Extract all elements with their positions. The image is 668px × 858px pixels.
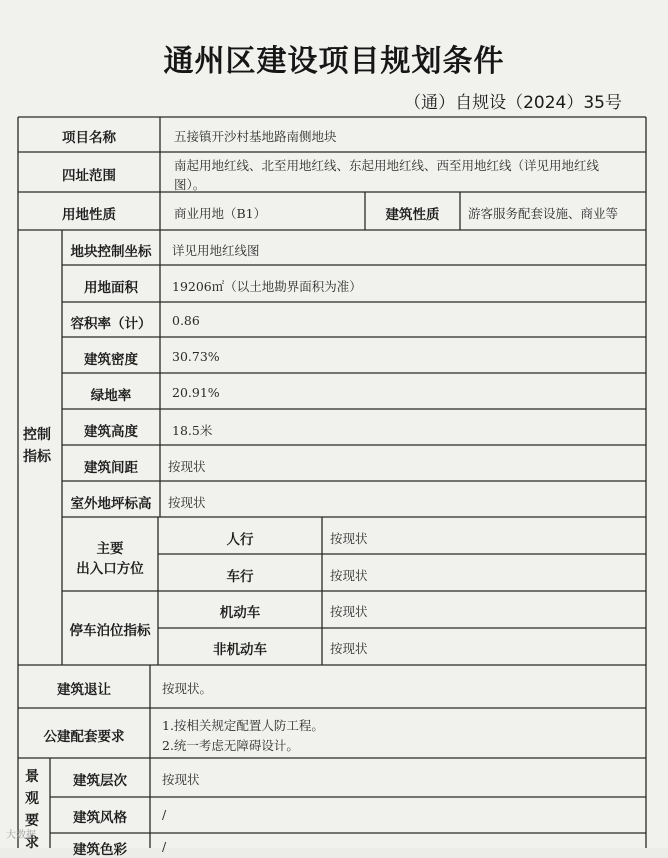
land-use-label: 用地性质 — [62, 207, 116, 223]
project-name-value: 五接镇开沙村基地路南侧地块 — [174, 129, 337, 144]
landscape-label-3: 要 — [25, 813, 39, 829]
watermark: 大数据 — [6, 830, 36, 841]
far-label: 容积率（计） — [70, 316, 152, 332]
setback-label: 建筑退让 — [57, 682, 111, 698]
floors-label: 建筑层次 — [73, 773, 127, 789]
area-value: 19206㎡（以土地勘界面积为准） — [172, 279, 362, 294]
entrance-label-1: 主要 — [96, 541, 124, 557]
building-nature-label: 建筑性质 — [385, 207, 440, 223]
spacing-label: 建筑间距 — [84, 460, 138, 476]
entrance-label-2: 出入口方位 — [76, 561, 144, 577]
vehicle-label: 车行 — [226, 569, 254, 585]
green-value: 20.91% — [172, 385, 220, 400]
boundary-value-line1: 南起用地红线、北至用地红线、东起用地红线、西至用地红线（详见用地红线 — [174, 158, 600, 173]
spacing-value: 按现状 — [168, 459, 206, 474]
setback-value: 按现状。 — [162, 681, 213, 696]
project-name-label: 项目名称 — [62, 130, 116, 146]
vehicle-value: 按现状 — [330, 568, 368, 583]
nonmotor-label: 非机动车 — [213, 642, 267, 658]
nonmotor-value: 按现状 — [330, 641, 368, 656]
control-group-label-1: 控制 — [23, 427, 51, 443]
landscape-label-4: 求 — [25, 835, 39, 851]
area-label: 用地面积 — [84, 280, 138, 296]
style-label: 建筑风格 — [73, 810, 127, 826]
density-value: 30.73% — [172, 349, 220, 364]
ground-label: 室外地坪标高 — [70, 496, 152, 512]
floors-value: 按现状 — [162, 772, 200, 787]
height-value: 18.5米 — [172, 423, 213, 438]
land-use-value: 商业用地（B1） — [174, 206, 267, 221]
coord-label: 地块控制坐标 — [70, 244, 152, 260]
public-label: 公建配套要求 — [43, 729, 125, 745]
parking-label: 停车泊位指标 — [69, 623, 151, 639]
coord-value: 详见用地红线图 — [172, 243, 260, 258]
pedestrian-label: 人行 — [226, 532, 254, 548]
boundary-label: 四址范围 — [62, 168, 116, 184]
far-value: 0.86 — [172, 313, 200, 328]
motor-value: 按现状 — [330, 604, 368, 619]
page-title: 通州区建设项目规划条件 — [163, 44, 505, 79]
color-label: 建筑色彩 — [73, 842, 127, 858]
landscape-label-1: 景 — [25, 769, 39, 785]
color-value: / — [162, 839, 167, 854]
ground-value: 按现状 — [168, 495, 206, 510]
building-nature-value: 游客服务配套设施、商业等 — [468, 206, 619, 221]
public-item-1: 1.按相关规定配置人防工程。 — [162, 718, 324, 733]
green-label: 绿地率 — [90, 388, 132, 404]
landscape-label-2: 观 — [25, 791, 39, 807]
density-label: 建筑密度 — [84, 352, 138, 368]
boundary-value-line2: 图）。 — [174, 177, 206, 192]
motor-label: 机动车 — [219, 605, 261, 621]
style-value: / — [162, 807, 167, 822]
control-group-label-2: 指标 — [23, 449, 51, 465]
pedestrian-value: 按现状 — [330, 531, 368, 546]
height-label: 建筑高度 — [84, 424, 138, 440]
document-number: （通）自规设（2024）35号 — [404, 93, 622, 113]
public-item-2: 2.统一考虑无障碍设计。 — [162, 738, 299, 753]
